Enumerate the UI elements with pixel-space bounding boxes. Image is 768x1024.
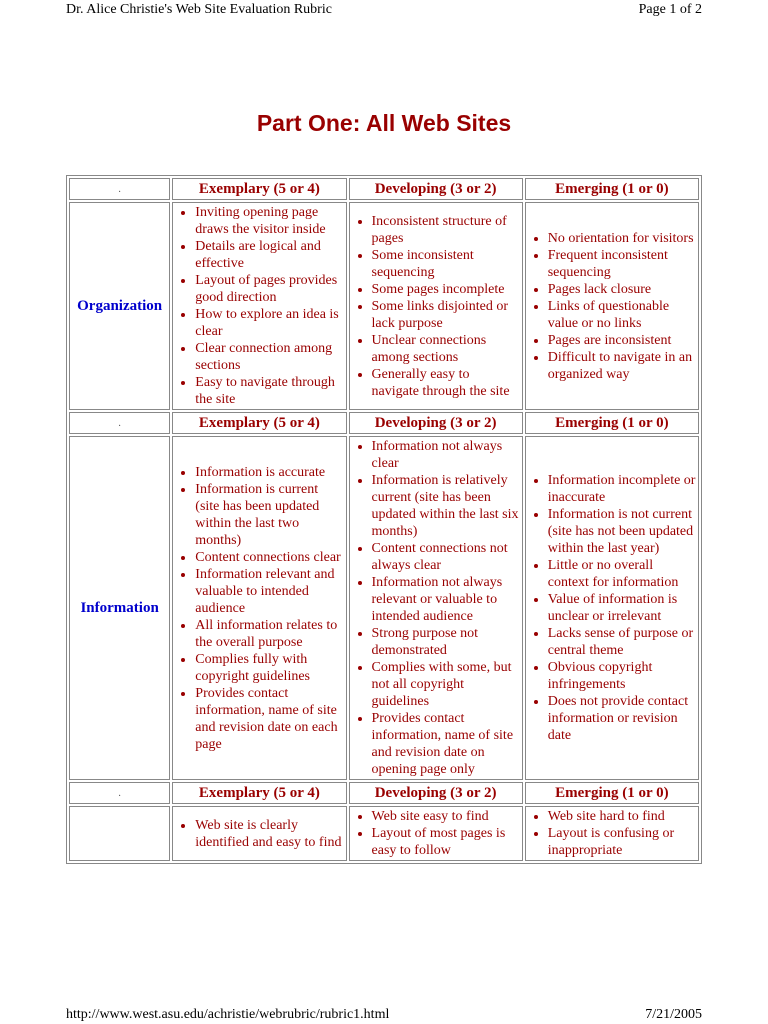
criterion-item: • Value of information is unclear or irrelevant — [548, 591, 696, 625]
header-dot: . — [69, 178, 170, 200]
criterion-item: • Information is not current (site has not been updated within the last year) — [548, 506, 696, 557]
rubric-header-row — [69, 412, 699, 434]
criterion-item: • Layout of most pages is easy to follow — [372, 825, 520, 859]
criterion-item: • Information is current (site has been updated within the last two months) — [195, 481, 343, 549]
criterion-item: • Information is accurate — [195, 464, 343, 481]
criterion-item: • Details are logical and effective — [195, 238, 343, 272]
column-header-emerging: Emerging (1 or 0) — [525, 178, 699, 200]
criterion-item: • Provides contact information, name of site and revision date on each page — [195, 685, 343, 753]
rubric-header-row — [69, 178, 699, 200]
criteria-list — [352, 213, 520, 400]
criteria-developing — [349, 806, 523, 861]
criterion-item: • Little or no overall context for information — [548, 557, 696, 591]
criterion-item: • Lacks sense of purpose or central theme — [548, 625, 696, 659]
column-header-emerging: Emerging (1 or 0) — [525, 782, 699, 804]
criterion-item: • Information not always relevant or valuable to intended audience — [372, 574, 520, 625]
rubric-criteria-row — [69, 436, 699, 780]
criterion-item: • Links of questionable value or no links — [548, 298, 696, 332]
criterion-item: • How to explore an idea is clear — [195, 306, 343, 340]
criterion-item: • Inconsistent structure of pages — [372, 213, 520, 247]
column-header-developing: Developing (3 or 2) — [349, 782, 523, 804]
criteria-emerging — [525, 436, 699, 780]
criterion-item: • Inviting opening page draws the visitor inside — [195, 204, 343, 238]
criterion-item: • Layout is confusing or inappropriate — [548, 825, 696, 859]
page-number: Page 1 of 2 — [638, 2, 702, 17]
criterion-item: • Pages are inconsistent — [548, 332, 696, 349]
criterion-item: • Information is relatively current (site has been updated within the last six months) — [372, 472, 520, 540]
criterion-item: • Some links disjointed or lack purpose — [372, 298, 520, 332]
document-header-title: Dr. Alice Christie's Web Site Evaluation Rubric — [66, 2, 332, 17]
criterion-item: • Does not provide contact information or revision date — [548, 693, 696, 744]
criterion-item: • Complies fully with copyright guidelines — [195, 651, 343, 685]
criteria-emerging — [525, 806, 699, 861]
criteria-list — [528, 808, 696, 859]
criterion-item: • Layout of pages provides good direction — [195, 272, 343, 306]
criterion-item: • Frequent inconsistent sequencing — [548, 247, 696, 281]
criterion-item: • Complies with some, but not all copyright guidelines — [372, 659, 520, 710]
criteria-exemplary — [172, 436, 346, 780]
column-header-exemplary: Exemplary (5 or 4) — [172, 412, 346, 434]
footer-date: 7/21/2005 — [645, 1007, 702, 1022]
criteria-list — [175, 817, 343, 851]
criterion-item: • Information not always clear — [372, 438, 520, 472]
criterion-item: • Web site hard to find — [548, 808, 696, 825]
criterion-item: • Strong purpose not demonstrated — [372, 625, 520, 659]
header-dot: . — [69, 782, 170, 804]
column-header-emerging: Emerging (1 or 0) — [525, 412, 699, 434]
category-label — [69, 806, 170, 861]
column-header-exemplary: Exemplary (5 or 4) — [172, 178, 346, 200]
criteria-list — [528, 472, 696, 744]
criterion-item: • Some pages incomplete — [372, 281, 520, 298]
criterion-item: • Web site is clearly identified and easy to find — [195, 817, 343, 851]
criteria-list — [352, 438, 520, 778]
criterion-item: • Unclear connections among sections — [372, 332, 520, 366]
rubric-header-row — [69, 782, 699, 804]
category-label: Organization — [69, 202, 170, 410]
header-dot: . — [69, 412, 170, 434]
criterion-item: • Information incomplete or inaccurate — [548, 472, 696, 506]
column-header-exemplary: Exemplary (5 or 4) — [172, 782, 346, 804]
criterion-item: • Some inconsistent sequencing — [372, 247, 520, 281]
criteria-developing — [349, 202, 523, 410]
criterion-item: • Difficult to navigate in an organized way — [548, 349, 696, 383]
rubric-criteria-row — [69, 202, 699, 410]
rubric-container — [66, 175, 702, 960]
column-header-developing: Developing (3 or 2) — [349, 412, 523, 434]
criterion-item: • Generally easy to navigate through the site — [372, 366, 520, 400]
rubric-criteria-row — [69, 806, 699, 861]
criterion-item: • Provides contact information, name of site and revision date on opening page only — [372, 710, 520, 778]
criterion-item: • Clear connection among sections — [195, 340, 343, 374]
criterion-item: • Obvious copyright infringements — [548, 659, 696, 693]
criteria-exemplary — [172, 806, 346, 861]
criterion-item: • Content connections not always clear — [372, 540, 520, 574]
criteria-list — [175, 204, 343, 408]
criteria-emerging — [525, 202, 699, 410]
criterion-item: • Information relevant and valuable to intended audience — [195, 566, 343, 617]
criteria-list — [175, 464, 343, 753]
criterion-item: • All information relates to the overall purpose — [195, 617, 343, 651]
criterion-item: • No orientation for visitors — [548, 230, 696, 247]
footer-url: http://www.west.asu.edu/achristie/webrubric/rubric1.html — [66, 1007, 390, 1022]
criteria-list — [528, 230, 696, 383]
criteria-exemplary — [172, 202, 346, 410]
criteria-developing — [349, 436, 523, 780]
criterion-item: • Content connections clear — [195, 549, 343, 566]
criteria-list — [352, 808, 520, 859]
rubric-table — [66, 175, 702, 864]
column-header-developing: Developing (3 or 2) — [349, 178, 523, 200]
criterion-item: • Easy to navigate through the site — [195, 374, 343, 408]
category-label: Information — [69, 436, 170, 780]
criterion-item: • Pages lack closure — [548, 281, 696, 298]
criterion-item: • Web site easy to find — [372, 808, 520, 825]
part-title: Part One: All Web Sites — [256, 110, 512, 136]
